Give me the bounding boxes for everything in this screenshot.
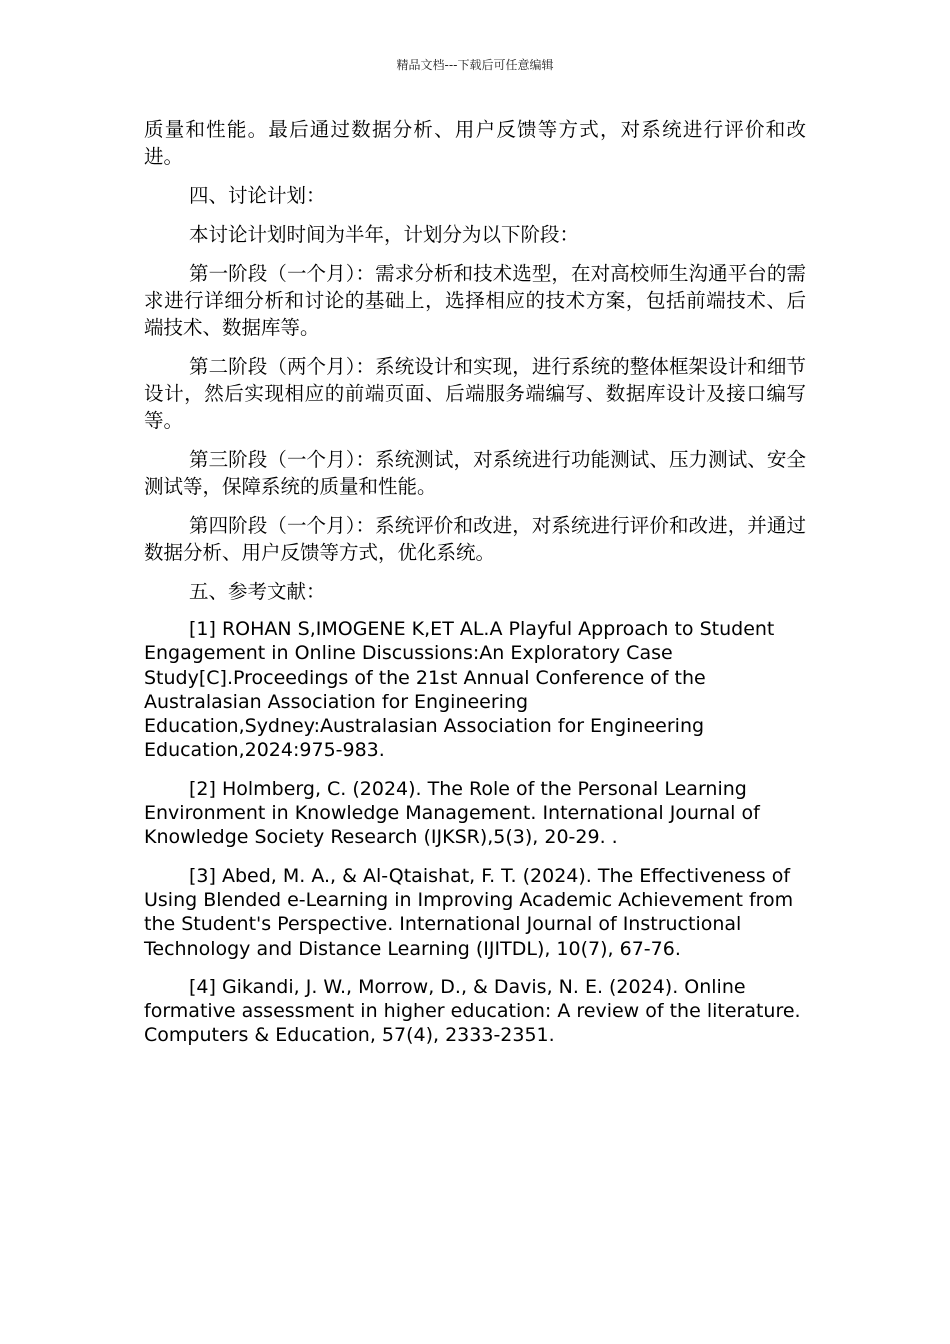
- section-heading-discussion-plan: 四、讨论计划：: [189, 184, 326, 207]
- page-header: 精品文档---下载后可任意编辑: [396, 58, 554, 72]
- reference-item-4: [4] Gikandi, J. W., Morrow, D., & Davis, N. E. (2024). Online formative assessment in higher education: A review of the literature. Computers & Education, 57(4), 2333-2351.: [144, 975, 801, 1047]
- phase-2-paragraph: 第二阶段（两个月）：系统设计和实现，进行系统的整体框架设计和细节设计，然后实现相应的前端页面、后端服务端编写、数据库设计及接口编写等。: [144, 355, 806, 432]
- reference-item-3: [3] Abed, M. A., & Al-Qtaishat, F. T. (2024). The Effectiveness of Using Blended e-Learning in Improving Academic Achievement from the Student's Perspective. International Journal of Instructional Technology and Distance Learning (IJITDL), 10(7), 67-76.: [144, 864, 794, 960]
- section-heading-references: 五、参考文献：: [189, 580, 326, 603]
- document-body: [144, 116, 806, 1062]
- reference-item-2: [2] Holmberg, C. (2024). The Role of the Personal Learning Environment in Knowledge Management. International Journal of Knowledge Society Research (IJKSR),5(3), 20-29. .: [144, 777, 760, 849]
- plan-intro-paragraph: 本讨论计划时间为半年，计划分为以下阶段：: [189, 223, 580, 246]
- reference-item-1: [1] ROHAN S,IMOGENE K,ET AL.A Playful Approach to Student Engagement in Online Discussions:An Exploratory Case Study[C].Proceedings of the 21st Annual Conference of the Australasian Association for Engineering Education,Sydney:Australasian Association for Engineering Education,2024:975-983.: [144, 618, 775, 762]
- phase-3-paragraph: 第三阶段（一个月）：系统测试，对系统进行功能测试、压力测试、安全测试等，保障系统的质量和性能。: [144, 448, 806, 498]
- phase-4-paragraph: 第四阶段（一个月）：系统评价和改进，对系统进行评价和改进，并通过数据分析、用户反馈等方式，优化系统。: [144, 514, 806, 564]
- continuation-paragraph: 质量和性能。最后通过数据分析、用户反馈等方式，对系统进行评价和改进。: [144, 118, 806, 168]
- phase-1-paragraph: 第一阶段（一个月）：需求分析和技术选型，在对高校师生沟通平台的需求进行详细分析和讨论的基础上，选择相应的技术方案，包括前端技术、后端技术、数据库等。: [144, 262, 806, 339]
